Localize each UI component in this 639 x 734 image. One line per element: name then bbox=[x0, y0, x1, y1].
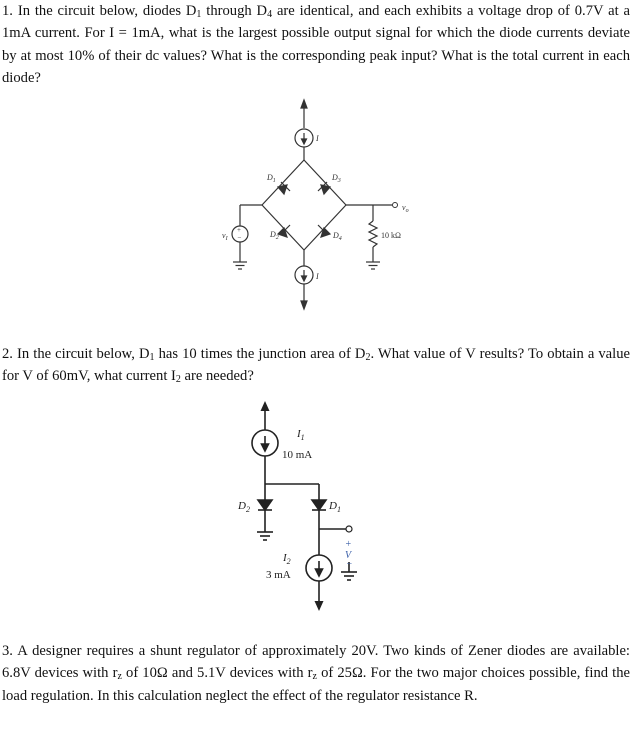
output-terminal-v bbox=[346, 526, 352, 532]
problem-3-text: 3. A designer requires a shunt regulator of approximately 20V. Two kinds of Zener diodes are available: 6.8V devices with $r_z$ of 10Ω and 5.1V devices with $r_z$ of 25Ω. For the two major choices possible, find the load regulation. In this calculation neglect the effect of the regulator resistance R. bbox=[2, 643, 631, 704]
diode-pair-circuit bbox=[0, 395, 639, 620]
bottom-current-label: I bbox=[316, 272, 319, 281]
diode-d2-symbol bbox=[258, 500, 272, 510]
problem-2-text: 2. In the circuit below, $D_1$ has 10 times the junction area of $D_2$. What value of V results? To obtain a value for V of 60mV, what current $I_2$ are needed? bbox=[2, 346, 630, 386]
diode-d2-symbol bbox=[278, 225, 290, 237]
d1-label: $D_1$ bbox=[329, 500, 341, 514]
problem-1-text: 1. In the circuit below, diodes $D_1$ through $D_4$ are identical, and each exhibits a voltage drop of 0.7V at a 1mA current. For I = 1mA, what is the largest possible output signal for which the diode currents deviate by at most 10% of their dc values? What is the corresponding peak input? What is the total current in each diode? bbox=[2, 3, 630, 86]
problem-3-number: 3. bbox=[2, 643, 13, 659]
diode-d1-symbol bbox=[278, 182, 290, 194]
i2-label: $I_2$ bbox=[283, 552, 291, 566]
v-plus: + bbox=[345, 539, 352, 550]
d4-label: $D_4$ bbox=[333, 231, 342, 242]
diode-bridge-circuit bbox=[0, 95, 639, 315]
i2-value: 3 mA bbox=[266, 569, 291, 581]
resistor-10k bbox=[369, 221, 377, 247]
i1-label: $I_1$ bbox=[297, 428, 305, 442]
source-minus: − bbox=[237, 234, 242, 242]
problem-2-number: 2. bbox=[2, 346, 13, 362]
output-terminal bbox=[393, 203, 398, 208]
d3-label: $D_3$ bbox=[332, 173, 341, 184]
source-plus: + bbox=[237, 226, 241, 234]
top-current-label: I bbox=[316, 134, 319, 143]
d1-label: $D_1$ bbox=[267, 173, 276, 184]
v-minus: − bbox=[346, 559, 353, 570]
v-label: V bbox=[345, 550, 352, 561]
problem-1-number: 1. bbox=[2, 3, 13, 19]
vo-label: $v_o$ bbox=[402, 203, 409, 214]
vi-label: $v_I$ bbox=[222, 231, 228, 242]
d2-label: $D_2$ bbox=[238, 500, 250, 514]
diode-d4-symbol bbox=[318, 225, 330, 237]
d2-label: $D_2$ bbox=[270, 230, 279, 241]
resistor-label: 10 kΩ bbox=[381, 231, 401, 240]
diode-d1-symbol bbox=[312, 500, 326, 510]
i1-value: 10 mA bbox=[282, 449, 313, 461]
diode-d3-symbol bbox=[318, 182, 330, 194]
